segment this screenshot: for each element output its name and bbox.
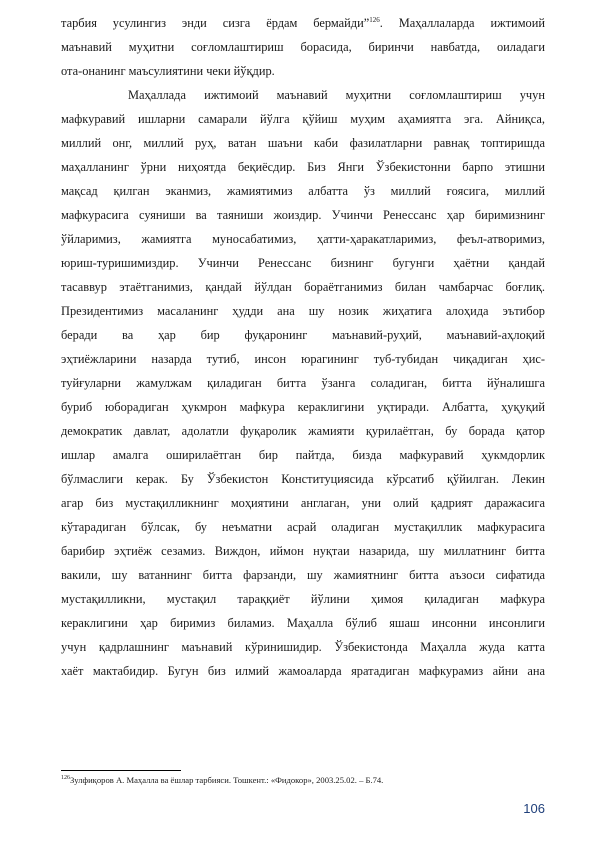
paragraph-line: мустақилликни, мустақил тараққиёт йўлини ҳимоя қиладиган мафкура [61,592,545,606]
paragraph-line: мафкурасига суяниши ва таяниши жоиздир. Учинчи Ренессанс ҳар биримизнинг [61,208,545,222]
paragraph-line: маънавий муҳитни соғломлаштириш борасида, биринчи навбатда, оиладаги [61,40,545,54]
paragraph-line: миллий онг, миллий руҳ, ватан шаъни каби фазилатларни равнақ топтиришда [61,136,545,150]
paragraph-line: демократик давлат, адолатли фуқаролик жамияти қурилаётган, бу борада қатор [61,424,545,438]
paragraph-line: маҳалланинг ўрни ниҳоятда беқиёсдир. Биз Янги Ўзбекистонни барпо этишни [61,160,545,174]
paragraph-line: бўлмаслиги керак. Бу Ўзбекистон Конституциясида кўрсатиб қўйилган. Лекин [61,472,545,486]
line-text: . Маҳаллаларда ижтимоий [379,16,545,30]
paragraph-line: мафкуравий ишларни самарали йўлга қўйиш муҳим аҳамиятга эга. Айниқса, [61,112,545,126]
footnote-number: 126 [61,775,70,782]
footnote-reference[interactable]: 126 [369,15,380,24]
paragraph-line: туйғуларни жамулжам қиладиган битта ўзанга соладиган, битта йўналишга [61,376,545,390]
footnote [61,774,383,786]
paragraph-line: кўтарадиган бўлсак, бу неъматни асрай оладиган мустақиллик мафкурасига [61,520,545,534]
paragraph-line: барибир эҳтиёж сезамиз. Виждон, иймон нуқтаи назарида, шу миллатнинг битта [61,544,545,558]
paragraph-line: буриб юборадиган ҳукмрон мафкура кераклигини уқтиради. Албатта, ҳуқуқий [61,400,545,414]
paragraph-line: мақсад қилган эканмиз, жамиятимиз албатта ўз миллий ғоясига, миллий [61,184,545,198]
footnote-separator [61,770,181,771]
paragraph-line: Маҳаллада ижтимоий маънавий муҳитни соғломлаштириш учун [128,88,545,102]
paragraph-line: беради ва ҳар бир фуқаронинг маънавий-руҳий, маънавий-аҳлоқий [61,328,545,342]
paragraph-line: эҳтиёжларини назарда тутиб, инсон юрагининг туб-тубидан чиқадиган ҳис- [61,352,545,366]
paragraph-line: вакили, шу ватаннинг битта фарзанди, шу жамиятнинг битта аъзоси сифатида [61,568,545,582]
paragraph-line: хаёт мактабидир. Бугун биз илмий жамоаларда яратадиган мафкурамиз айни ана [61,664,545,678]
paragraph-line: кераклигини ҳар биримиз биламиз. Маҳалла бўлиб яшаш инсонни инсонлиги [61,616,545,630]
paragraph-line: учун қадрлашнинг маънавий кўринишидир. Ўзбекистонда Маҳалла жуда катта [61,640,545,654]
paragraph-line: юриш-туришимиздир. Учинчи Ренессанс бизнинг бугунги ҳаётни қандай [61,256,545,270]
paragraph-line: Президентимиз масаланинг ҳудди ана шу нозик жиҳатига алоҳида эътибор [61,304,545,318]
paragraph-line [61,15,545,31]
paragraph-line: тасаввур этаётганимиз, қандай йўлдан бораётганимиз билан чамбарчас боғлиқ. [61,280,545,294]
footnote-text: Зулфиқоров А. Маҳалла ва ёшлар тарбияси. Тошкент.: «Фидокор», 2003.25.02. – Б.74. [70,775,384,785]
paragraph-line: агар биз мустақилликнинг моҳиятини англаган, уни олий қадрият даражасига [61,496,545,510]
paragraph-line: ўйларимиз, жамиятга муносабатимиз, ҳатти-ҳаракатларимиз, феъл-атворимиз, [61,232,545,246]
line-text: тарбия усулингиз энди сизга ёрдам бермайди” [61,16,370,30]
paragraph-line: ота-онанинг маъсулиятини чеки йўқдир. [61,64,275,78]
paragraph-line: ишлар амалга оширилаётган бир пайтда, бизда мафкуравий ҳукмдорлик [61,448,545,462]
page-number: 106 [523,801,545,816]
